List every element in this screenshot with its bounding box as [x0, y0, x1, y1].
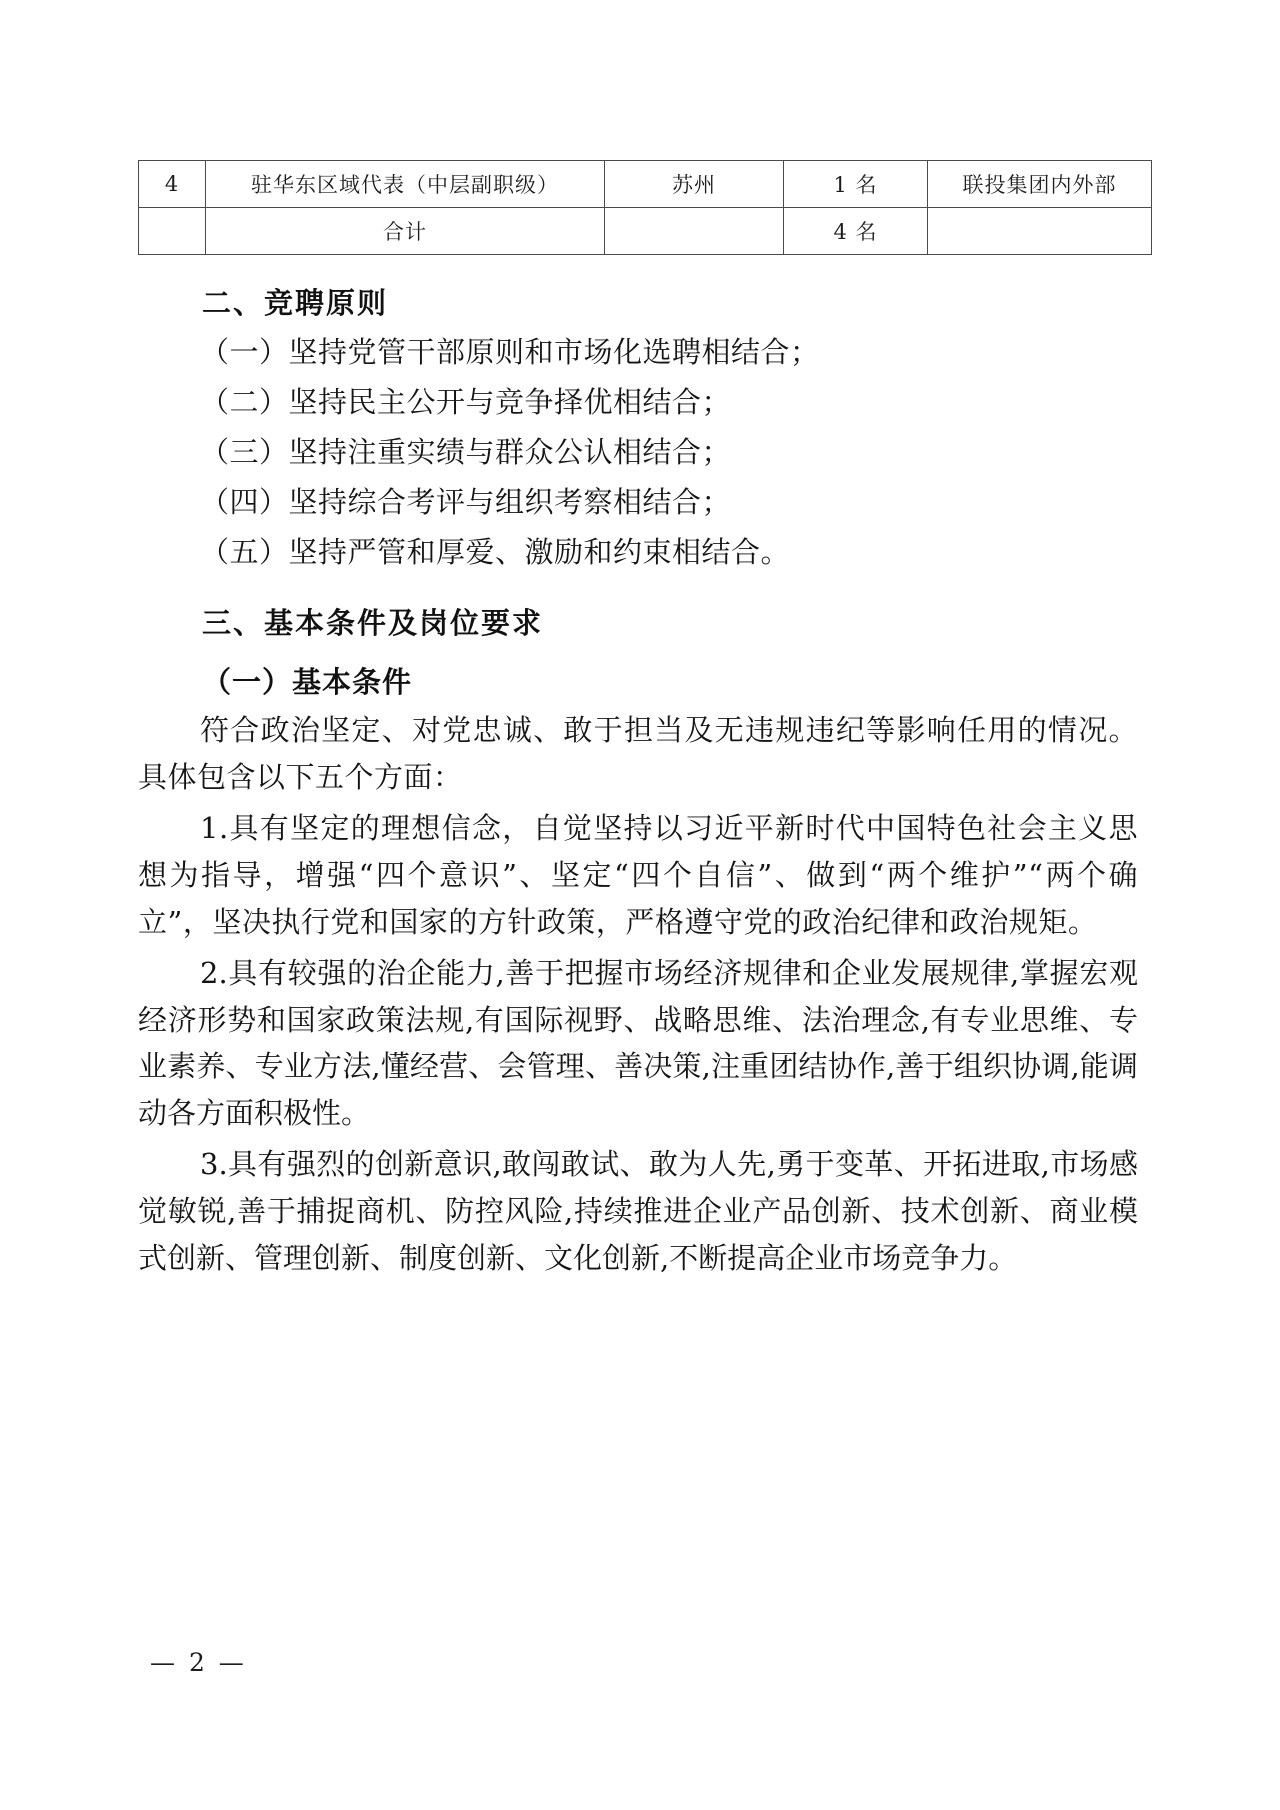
- subsection-heading-basic-conditions: （一）基本条件: [202, 664, 413, 699]
- table-cell-location: 苏州: [605, 161, 784, 208]
- principle-item-2: （二）坚持民主公开与竞争择优相结合；: [200, 384, 732, 419]
- recruitment-quota-table: [138, 160, 1152, 255]
- table-cell-post: 驻华东区域代表（中层副职级）: [206, 161, 605, 208]
- principle-item-4: （四）坚持综合考评与组织考察相结合；: [200, 484, 732, 519]
- basic-condition-point-1: 1.具有坚定的理想信念，自觉坚持以习近平新时代中国特色社会主义思想为指导，增强“四个意识”、坚定“四个自信”、做到“两个维护”“两个确立”，坚决执行党和国家的方针政策，严格遵守党的政治纪律和政治规矩。: [138, 810, 1138, 939]
- table-cell-location: [605, 208, 784, 255]
- basic-condition-point-3: 3.具有强烈的创新意识,敢闯敢试、敢为人先,勇于变革、开拓进取,市场感觉敏锐,善于捕捉商机、防控风险,持续推进企业产品创新、技术创新、商业模式创新、管理创新、制度创新、文化创新,不断提高企业市场竞争力。: [138, 1147, 1138, 1276]
- table-cell-total-label: 合计: [206, 208, 605, 255]
- table-cell-source: 联投集团内外部: [928, 161, 1152, 208]
- table-row: [139, 208, 1152, 255]
- section-heading-two: 二、竞聘原则: [202, 286, 389, 320]
- principle-item-3: （三）坚持注重实绩与群众公认相结合；: [200, 434, 732, 469]
- table-row: [139, 161, 1152, 208]
- basic-conditions-intro: 符合政治坚定、对党忠诚、敢于担当及无违规违纪等影响任用的情况。具体包含以下五个方面：: [138, 712, 1138, 794]
- table-cell-total-number: 4 名: [784, 208, 928, 255]
- basic-condition-point-2: 2.具有较强的治企能力,善于把握市场经济规律和企业发展规律,掌握宏观经济形势和国家政策法规,有国际视野、战略思维、法治理念,有专业思维、专业素养、专业方法,懂经营、会管理、善决策,注重团结协作,善于组织协调,能调动各方面积极性。: [138, 955, 1138, 1131]
- table-cell-no: 4: [139, 161, 206, 208]
- section-heading-three: 三、基本条件及岗位要求: [202, 605, 544, 640]
- principle-item-1: （一）坚持党管干部原则和市场化选聘相结合；: [200, 335, 820, 369]
- table-cell-source: [928, 208, 1152, 255]
- principle-item-5: （五）坚持严管和厚爱、激励和约束相结合。: [200, 534, 791, 569]
- table-cell-number: 1 名: [784, 161, 928, 208]
- table-cell-no: [139, 208, 206, 255]
- document-content: [138, 160, 1138, 1286]
- page-number: — 2 —: [150, 1648, 247, 1677]
